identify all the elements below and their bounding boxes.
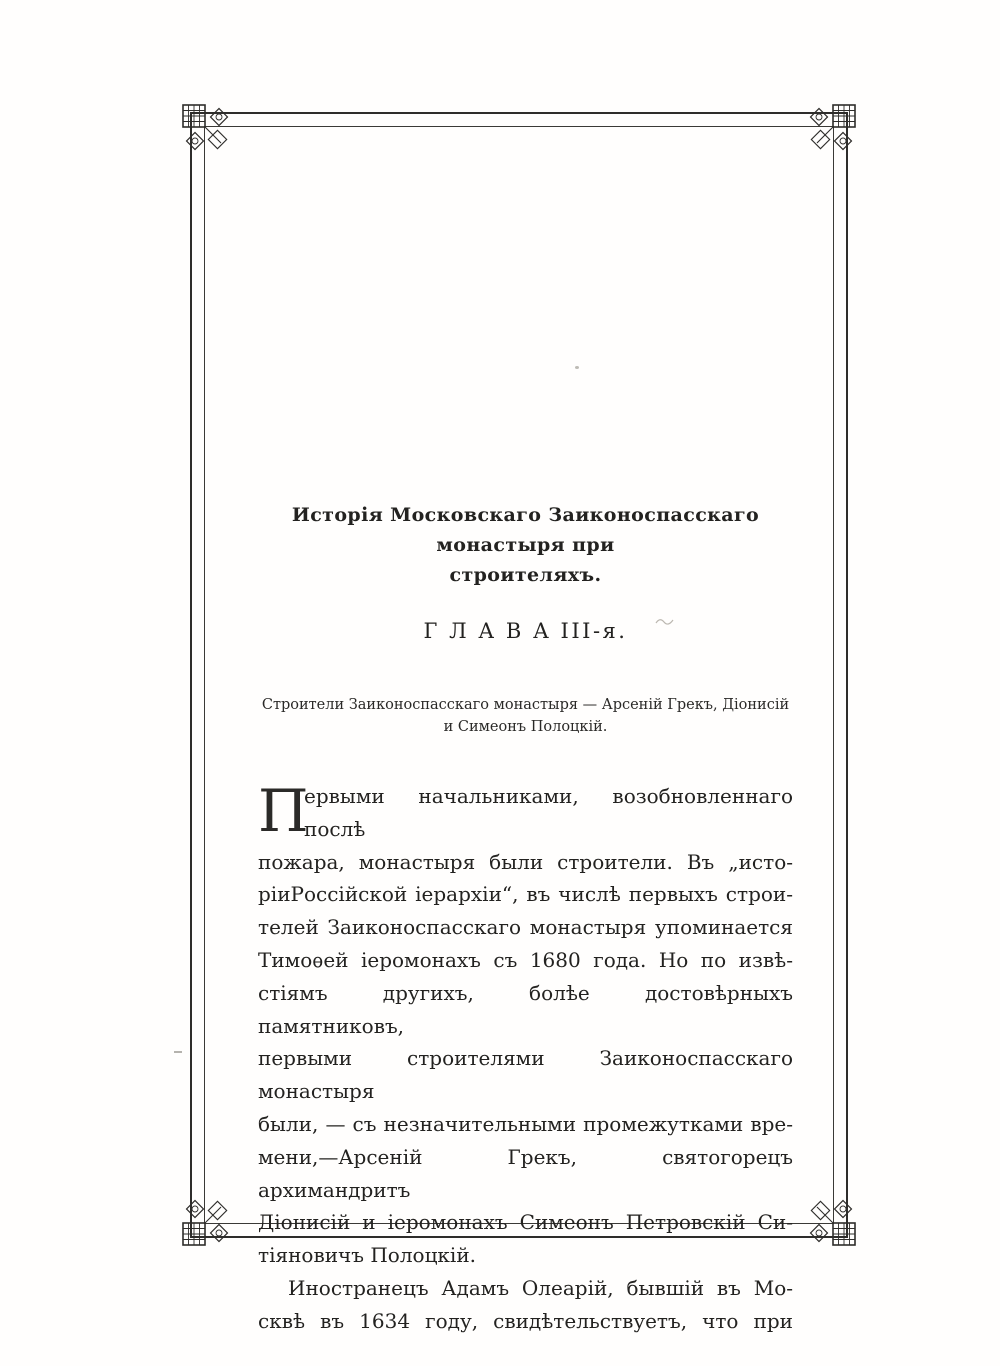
body-line: ріиРоссійской іерархіи“, въ числѣ первыхъ строи- bbox=[258, 882, 793, 907]
chapter-subtitle bbox=[258, 694, 793, 738]
corner-ornament-top-left bbox=[181, 103, 251, 173]
chapter-heading: Г Л А В А III-я. bbox=[423, 619, 628, 643]
body-line: тіяновичъ Полоцкій. bbox=[258, 1243, 477, 1268]
corner-ornament-top-right bbox=[787, 103, 857, 173]
body-line: телей Заиконоспасскаго монастыря упоминается bbox=[258, 915, 793, 940]
scan-speck bbox=[575, 366, 579, 369]
body-line: первыми строителями Заиконоспасскаго монастыря bbox=[258, 1046, 793, 1104]
body-text bbox=[258, 777, 793, 1338]
section-title-line2: строителяхъ. bbox=[449, 564, 602, 586]
body-line: сквѣ въ 1634 году, свидѣтельствуетъ, что при bbox=[258, 1308, 793, 1333]
corner-ornament-bottom-right bbox=[787, 1177, 857, 1247]
body-line: пожара, монастыря были строители. Въ „исто- bbox=[258, 849, 793, 874]
body-line: Иностранецъ Адамъ Олеарій, бывшій въ Мо- bbox=[288, 1275, 793, 1300]
chapter-subtitle-line1: Строители Заиконоспасскаго монастыря — Арсеній Грекъ, Діонисій bbox=[261, 697, 790, 713]
scan-dash bbox=[174, 1051, 182, 1053]
body-line: стіямъ другихъ, болѣе достовѣрныхъ памятниковъ, bbox=[258, 980, 793, 1038]
section-title-line1: Исторія Московскаго Заиконоспасскаго монастыря при bbox=[291, 504, 760, 556]
body-line: Діонисій и іеромонахъ Симеонъ Петровскій Си- bbox=[258, 1210, 793, 1235]
pencil-mark bbox=[655, 616, 675, 628]
body-line: были, — съ незначительными промежутками вре- bbox=[258, 1111, 793, 1136]
body-line: Тимоѳей іеромонахъ съ 1680 года. Но по извѣ- bbox=[258, 947, 793, 972]
body-line: ервыми начальниками, возобновленнаго послѣ bbox=[304, 784, 793, 841]
corner-ornament-bottom-left bbox=[181, 1177, 251, 1247]
drop-cap-initial: П bbox=[258, 777, 309, 845]
body-line: мени,—Арсеній Грекъ, святогорецъ архимандритъ bbox=[258, 1144, 793, 1202]
section-title bbox=[258, 500, 793, 590]
chapter-subtitle-line2: и Симеонъ Полоцкій. bbox=[443, 719, 608, 735]
